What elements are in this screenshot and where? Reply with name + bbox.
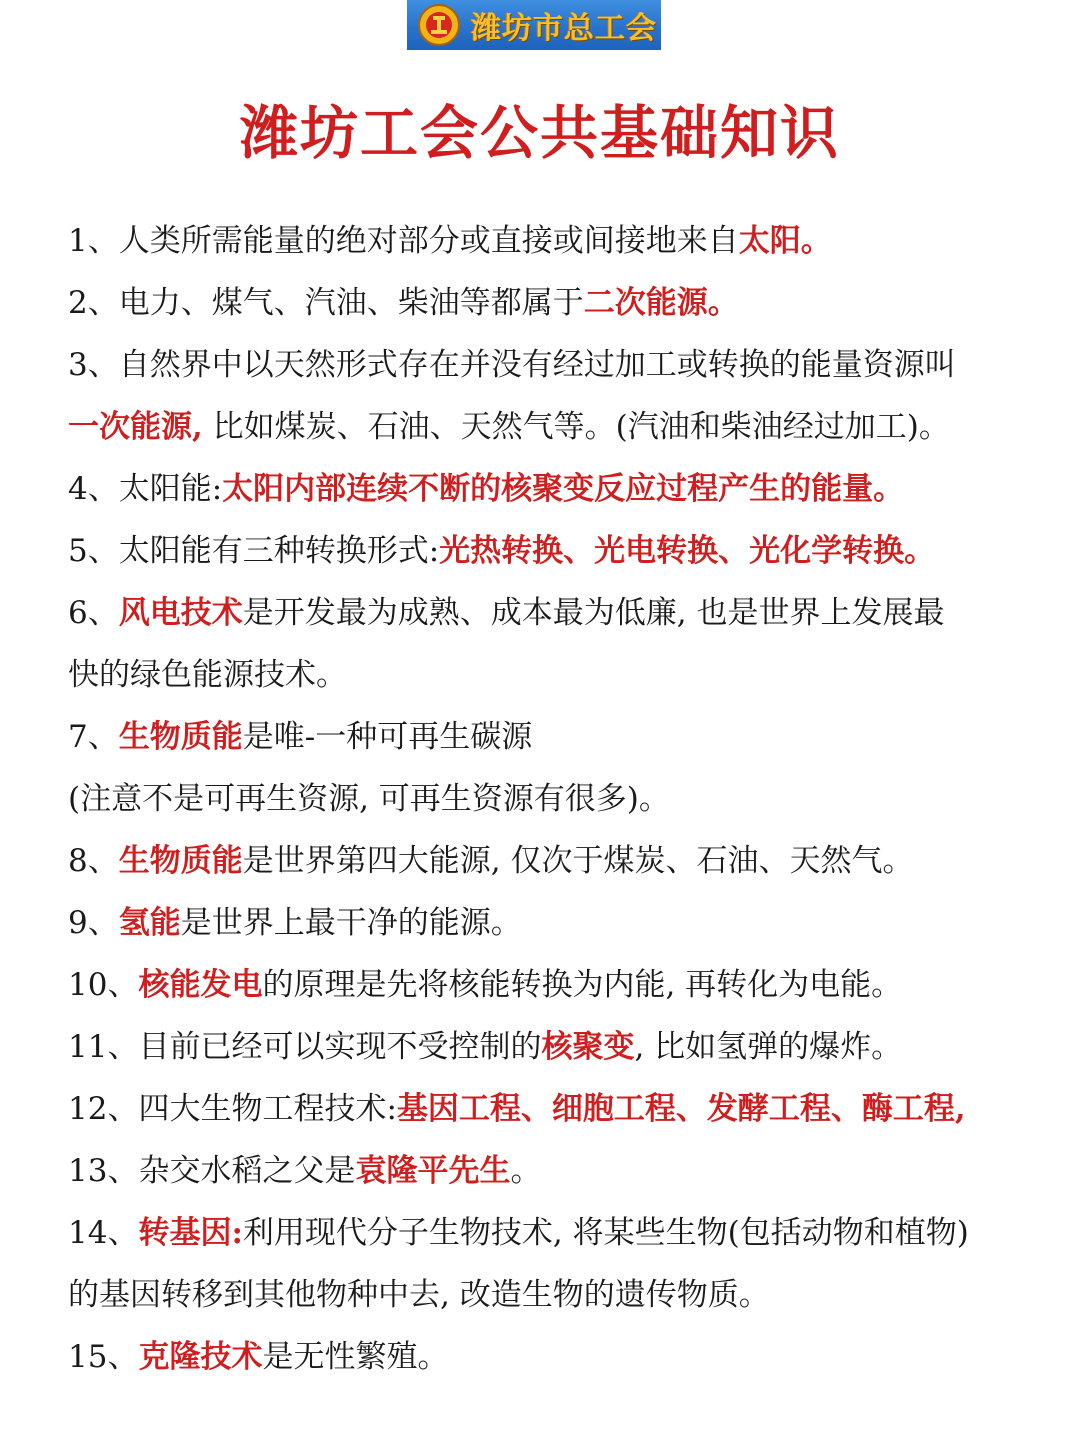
body-text: 5、太阳能有三种转换形式: [68,533,440,569]
body-text: 13、杂交水稻之父是 [68,1153,356,1189]
body-text: 15、 [68,1339,139,1375]
trade-union-emblem-icon [417,3,461,47]
knowledge-line [68,1264,1028,1326]
knowledge-line [68,892,1028,954]
knowledge-line [68,334,1028,396]
highlight-text: 风电技术 [118,595,243,631]
highlight-text: 袁隆平先生 [355,1153,511,1189]
knowledge-line [68,954,1028,1016]
highlight-text: 转基因: [138,1215,243,1251]
body-text: (注意不是可再生资源, 可再生资源有很多)。 [68,781,670,817]
body-text: 3、自然界中以天然形式存在并没有经过加工或转换的能量资源叫 [68,347,956,383]
knowledge-line [68,644,1028,706]
body-text: 是世界第四大能源, 仅次于煤炭、石油、天然气。 [242,843,914,879]
knowledge-line [68,582,1028,644]
highlight-text: 二次能源。 [583,285,739,321]
highlight-text: 氢能 [118,905,181,941]
knowledge-line [68,210,1028,272]
knowledge-line [68,1202,1028,1264]
body-text: 比如煤炭、石油、天然气等。(汽油和柴油经过加工)。 [202,409,950,445]
body-text: 是世界上最干净的能源。 [180,905,522,941]
knowledge-line [68,272,1028,334]
knowledge-line [68,1078,1028,1140]
body-text: 是无性繁殖。 [262,1339,449,1375]
body-text: 6、 [68,595,119,631]
union-logo-banner [407,0,661,50]
knowledge-line [68,1140,1028,1202]
union-logo-text: 潍坊市总工会 [471,11,657,46]
knowledge-line [68,768,1028,830]
knowledge-line [68,706,1028,768]
knowledge-line [68,396,1028,458]
body-text: 9、 [68,905,119,941]
knowledge-line [68,830,1028,892]
body-text: 快的绿色能源技术。 [68,657,347,693]
body-text: , 比如氢弹的爆炸。 [634,1029,903,1065]
body-text: 14、 [68,1215,139,1251]
body-text: 的基因转移到其他物种中去, 改造生物的遗传物质。 [68,1277,770,1313]
body-text: 是唯-一种可再生碳源 [242,719,533,755]
body-text: 。 [510,1153,542,1189]
body-text: 2、电力、煤气、汽油、柴油等都属于 [68,285,584,321]
highlight-text: 太阳。 [738,223,832,259]
body-text: 4、太阳能: [68,471,223,507]
body-text: 利用现代分子生物技术, 将某些生物(包括动物和植物) [242,1215,969,1251]
highlight-text: 核能发电 [138,967,263,1003]
knowledge-line [68,1016,1028,1078]
knowledge-list [68,210,1028,1388]
body-text: 1、人类所需能量的绝对部分或直接或间接地来自 [68,223,739,259]
body-text: 7、 [68,719,119,755]
highlight-text: 太阳内部连续不断的核聚变反应过程产生的能量。 [222,471,905,507]
highlight-text: 生物质能 [118,719,243,755]
highlight-text: 基因工程、细胞工程、发酵工程、酶工程, [396,1091,966,1127]
highlight-text: 光热转换、光电转换、光化学转换。 [439,533,936,569]
body-text: 8、 [68,843,119,879]
highlight-text: 一次能源, [68,409,203,445]
knowledge-line [68,458,1028,520]
knowledge-line [68,520,1028,582]
body-text: 12、四大生物工程技术: [68,1091,397,1127]
knowledge-line [68,1326,1028,1388]
body-text: 是开发最为成熟、成本最为低廉, 也是世界上发展最 [242,595,945,631]
body-text: 10、 [68,967,139,1003]
highlight-text: 克隆技术 [138,1339,263,1375]
body-text: 11、目前已经可以实现不受控制的 [68,1029,542,1065]
highlight-text: 生物质能 [118,843,243,879]
highlight-text: 核聚变 [541,1029,635,1065]
page-title: 潍坊工会公共基础知识 [239,99,840,167]
body-text: 的原理是先将核能转换为内能, 再转化为电能。 [262,967,903,1003]
